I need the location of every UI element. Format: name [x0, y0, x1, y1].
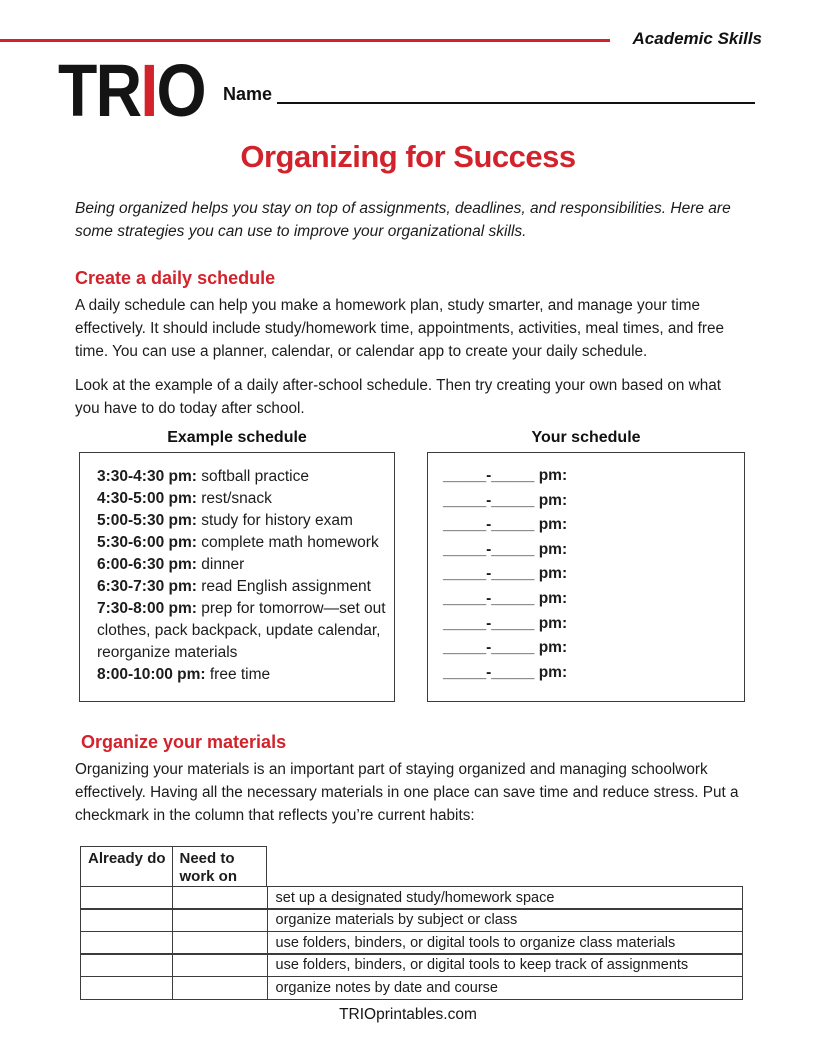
- table-row: [80, 976, 743, 1000]
- your-schedule-row[interactable]: [443, 538, 736, 563]
- logo-letters-tr: TR: [58, 49, 141, 132]
- worksheet-content: [0, 139, 816, 1000]
- your-schedule-column: [427, 429, 745, 702]
- item-time: 8:00-10:00 pm:: [97, 666, 206, 683]
- time-blank[interactable]: _____-_____: [443, 565, 535, 583]
- your-schedule-row[interactable]: [443, 587, 736, 612]
- example-schedule-item: [97, 598, 386, 664]
- table-row: [80, 908, 743, 932]
- time-blank[interactable]: _____-_____: [443, 540, 535, 558]
- pm-label: pm:: [538, 663, 568, 681]
- task-label: set up a designated study/homework space: [275, 889, 555, 906]
- time-blank[interactable]: _____-_____: [443, 639, 535, 657]
- logo-letter-i: I: [140, 49, 157, 132]
- pm-label: pm:: [538, 565, 568, 583]
- your-schedule-row[interactable]: [443, 636, 736, 661]
- section-heading-daily-schedule: Create a daily schedule: [75, 268, 276, 288]
- already-do-checkbox-cell[interactable]: [81, 977, 173, 999]
- need-work-checkbox-cell[interactable]: [173, 887, 268, 909]
- example-schedule-heading: Example schedule: [167, 429, 307, 446]
- need-work-checkbox-cell[interactable]: [173, 977, 268, 999]
- table-row: [80, 886, 743, 910]
- materials-paragraph: Organizing your materials is an important part of staying organized and managing schoolwork effectively. Having all the necessary materials in one place can save time and reduce stress. Put a checkmark in the column that reflects you’re current habits:: [75, 761, 739, 824]
- already-do-checkbox-cell[interactable]: [81, 932, 173, 954]
- trio-logo: [58, 49, 205, 132]
- already-do-checkbox-cell[interactable]: [81, 954, 173, 976]
- pm-label: pm:: [538, 589, 568, 607]
- task-label: use folders, binders, or digital tools to organize class materials: [275, 934, 676, 951]
- column-header-already-do: Already do: [80, 846, 173, 887]
- item-activity: softball practice: [201, 468, 309, 485]
- footer-url: TRIOprintables.com: [339, 1006, 477, 1023]
- example-schedule-item: [97, 466, 386, 488]
- item-activity: free time: [209, 666, 271, 683]
- item-time: 4:30-5:00 pm:: [97, 490, 197, 507]
- table-row: [80, 931, 743, 955]
- pm-label: pm:: [538, 540, 568, 558]
- time-blank[interactable]: _____-_____: [443, 491, 535, 509]
- need-work-checkbox-cell[interactable]: [173, 932, 268, 954]
- task-label: organize notes by date and course: [275, 979, 498, 996]
- your-schedule-row[interactable]: [443, 562, 736, 587]
- item-activity: dinner: [201, 556, 245, 573]
- your-schedule-row[interactable]: [443, 513, 736, 538]
- example-schedule-item: [97, 576, 386, 598]
- example-schedule-item: [97, 554, 386, 576]
- time-blank[interactable]: _____-_____: [443, 467, 535, 484]
- section-heading-materials: Organize your materials: [81, 732, 287, 752]
- item-time: 7:30-8:00 pm:: [97, 600, 197, 617]
- need-work-checkbox-cell[interactable]: [173, 909, 268, 931]
- materials-table: [80, 846, 743, 1000]
- daily-schedule-paragraph-1: A daily schedule can help you make a homework plan, study smarter, and manage your time effectively. It should include study/homework time, appointments, activities, meal times, and free time. You can use a planner, calendar, or calendar app to create your daily schedule.: [75, 297, 725, 360]
- task-label: organize materials by subject or class: [275, 912, 518, 928]
- your-schedule-row[interactable]: [443, 661, 736, 686]
- need-work-checkbox-cell[interactable]: [173, 954, 268, 976]
- daily-schedule-paragraph-2: Look at the example of a daily after-school schedule. Then try creating your own based on what you have to do today after school.: [75, 377, 721, 417]
- your-schedule-heading: Your schedule: [531, 429, 641, 446]
- item-activity: prep for tomorrow—set out clothes, pack backpack, update calendar, reorganize materials: [97, 600, 386, 661]
- page-title: Organizing for Success: [240, 139, 576, 174]
- name-label: Name: [223, 84, 273, 104]
- pm-label: pm:: [538, 639, 568, 657]
- header-rule: [0, 39, 610, 42]
- item-time: 5:00-5:30 pm:: [97, 512, 197, 529]
- pm-label: pm:: [538, 614, 568, 632]
- pm-label: pm:: [538, 516, 568, 534]
- time-blank[interactable]: _____-_____: [443, 516, 535, 534]
- time-blank[interactable]: _____-_____: [443, 614, 535, 632]
- column-header-need-to-work-on: Need to work on: [172, 846, 267, 887]
- logo-letter-o: O: [156, 49, 205, 132]
- example-schedule-box: [79, 452, 395, 702]
- item-activity: complete math homework: [201, 534, 379, 551]
- example-schedule-item: [97, 664, 386, 686]
- intro-text: Being organized helps you stay on top of assignments, deadlines, and responsibilities. Here are some strategies you can use to improve your organizational skills.: [75, 200, 731, 240]
- table-row: [80, 953, 743, 977]
- example-schedule-item: [97, 510, 386, 532]
- example-schedule-item: [97, 532, 386, 554]
- name-input-line[interactable]: [277, 86, 755, 104]
- header-category: Academic Skills: [632, 29, 762, 48]
- item-time: 6:30-7:30 pm:: [97, 578, 197, 595]
- item-time: 5:30-6:00 pm:: [97, 534, 197, 551]
- your-schedule-box: [427, 452, 745, 702]
- task-label: use folders, binders, or digital tools to keep track of assignments: [275, 957, 689, 973]
- your-schedule-row[interactable]: [443, 612, 736, 637]
- already-do-checkbox-cell[interactable]: [81, 909, 173, 931]
- example-schedule-item: [97, 488, 386, 510]
- pm-label: pm:: [538, 491, 568, 509]
- time-blank[interactable]: _____-_____: [443, 663, 535, 681]
- materials-table-header: [80, 846, 743, 887]
- item-activity: rest/snack: [201, 490, 272, 507]
- item-activity: study for history exam: [201, 512, 353, 529]
- time-blank[interactable]: _____-_____: [443, 589, 535, 607]
- item-time: 3:30-4:30 pm:: [97, 468, 197, 485]
- your-schedule-row[interactable]: [443, 489, 736, 514]
- your-schedule-row[interactable]: [443, 464, 736, 489]
- item-activity: read English assignment: [201, 578, 371, 595]
- item-time: 6:00-6:30 pm:: [97, 556, 197, 573]
- example-schedule-column: [79, 429, 395, 702]
- pm-label: pm:: [538, 467, 568, 484]
- already-do-checkbox-cell[interactable]: [81, 887, 173, 909]
- schedule-columns: [79, 429, 816, 702]
